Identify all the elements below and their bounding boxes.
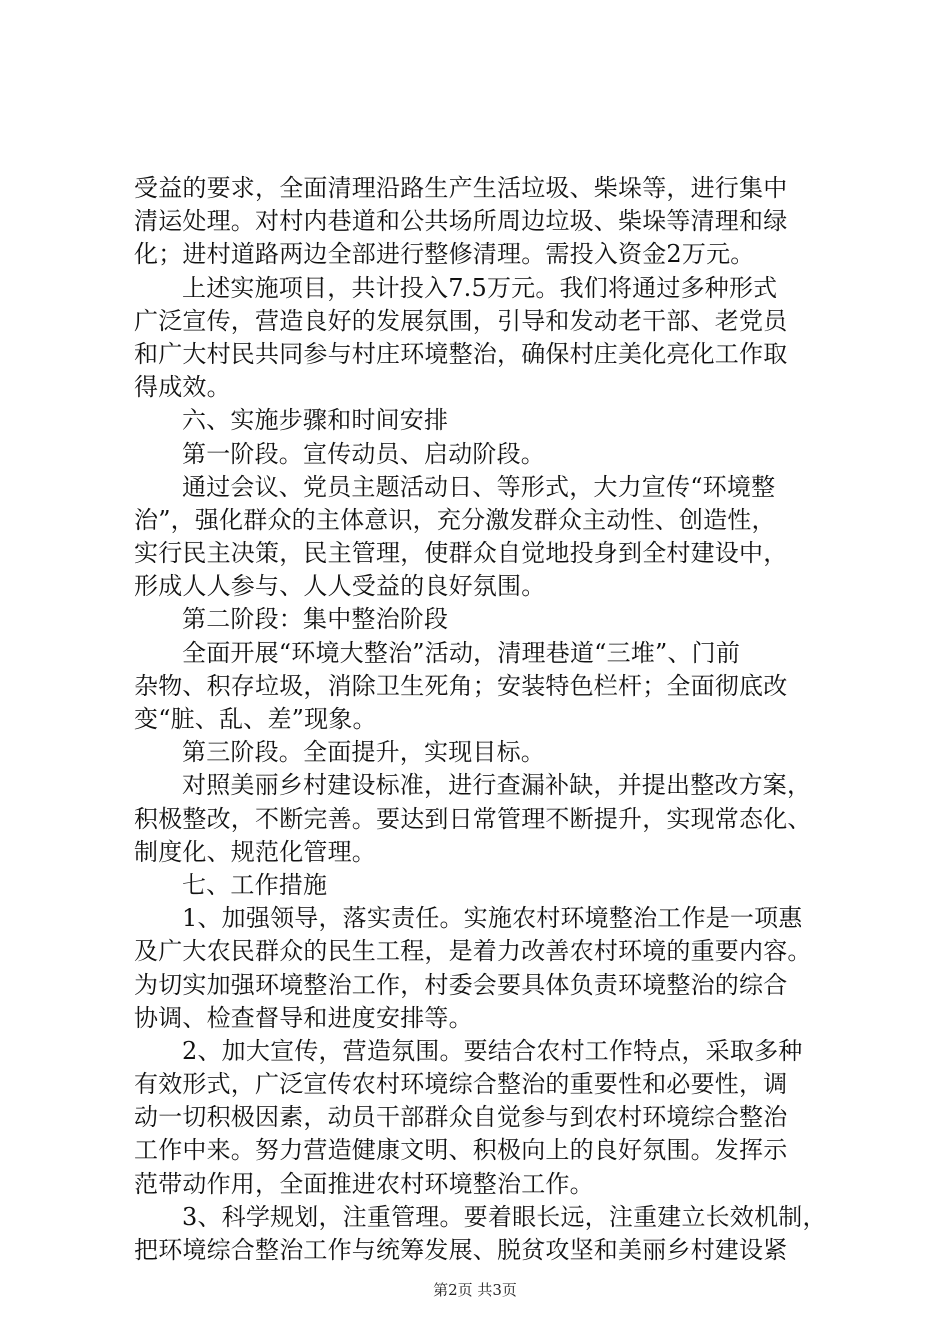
text-line: 全面开展“环境大整治”活动，清理巷道“三堆”、门前 bbox=[182, 638, 741, 667]
text-line: 第三阶段。全面提升，实现目标。 bbox=[182, 738, 545, 767]
text-line: 杂物、积存垃圾，消除卫生死角；安装特色栏杆；全面彻底改 bbox=[134, 671, 788, 700]
text-line: 治”，强化群众的主体意识，充分激发群众主动性、创造性， bbox=[134, 505, 776, 534]
text-line: 得成效。 bbox=[134, 373, 231, 402]
text-line: 3、科学规划，注重管理。要着眼长远，注重建立长效机制， bbox=[182, 1202, 827, 1231]
text-line: 清运处理。对村内巷道和公共场所周边垃圾、柴垛等清理和绿 bbox=[134, 207, 788, 236]
text-line: 第二阶段：集中整治阶段 bbox=[182, 605, 449, 634]
text-line: 对照美丽乡村建设标准，进行查漏补缺，并提出整改方案， bbox=[182, 771, 812, 800]
text-line: 受益的要求，全面清理沿路生产生活垃圾、柴垛等，进行集中 bbox=[134, 174, 788, 202]
text-line: 动一切积极因素，动员干部群众自觉参与到农村环境综合整治 bbox=[134, 1103, 788, 1132]
text-line: 广泛宣传，营造良好的发展氛围，引导和发动老干部、老党员 bbox=[134, 306, 788, 335]
text-line: 第一阶段。宣传动员、启动阶段。 bbox=[182, 439, 545, 468]
text-line: 上述实施项目，共计投入7.5万元。我们将通过多种形式 bbox=[182, 273, 778, 302]
text-line: 制度化、规范化管理。 bbox=[134, 837, 376, 866]
text-line: 实行民主决策，民主管理，使群众自觉地投身到全村建设中， bbox=[134, 539, 788, 568]
page-footer: 第2页 共3页 bbox=[433, 1281, 517, 1299]
text-line: 为切实加强环境整治工作，村委会要具体负责环境整治的综合 bbox=[134, 970, 788, 999]
text-line: 六、实施步骤和时间安排 bbox=[182, 406, 449, 435]
text-line: 化；进村道路两边全部进行整修清理。需投入资金2万元。 bbox=[134, 240, 755, 269]
text-line: 把环境综合整治工作与统筹发展、脱贫攻坚和美丽乡村建设紧 bbox=[134, 1236, 788, 1264]
text-line: 通过会议、党员主题活动日、等形式，大力宣传“环境整 bbox=[182, 472, 776, 501]
text-line: 和广大村民共同参与村庄环境整治，确保村庄美化亮化工作取 bbox=[134, 339, 788, 368]
document-body bbox=[134, 172, 834, 1267]
text-line: 形成人人参与、人人受益的良好氛围。 bbox=[134, 572, 546, 601]
text-line: 工作中来。努力营造健康文明、积极向上的良好氛围。发挥示 bbox=[134, 1136, 788, 1165]
text-line: 积极整改，不断完善。要达到日常管理不断提升，实现常态化、 bbox=[134, 804, 812, 833]
text-line: 及广大农民群众的民生工程，是着力改善农村环境的重要内容。 bbox=[134, 937, 812, 966]
text-line: 2、加大宣传，营造氛围。要结合农村工作特点，采取多种 bbox=[182, 1036, 803, 1065]
text-line: 七、工作措施 bbox=[182, 870, 328, 899]
text-line: 1、加强领导，落实责任。实施农村环境整治工作是一项惠 bbox=[182, 904, 803, 933]
text-line: 有效形式，广泛宣传农村环境综合整治的重要性和必要性，调 bbox=[134, 1070, 788, 1099]
text-line: 变“脏、乱、差”现象。 bbox=[134, 705, 377, 733]
text-line: 范带动作用，全面推进农村环境整治工作。 bbox=[134, 1169, 594, 1198]
text-line: 协调、检查督导和进度安排等。 bbox=[134, 1003, 473, 1032]
